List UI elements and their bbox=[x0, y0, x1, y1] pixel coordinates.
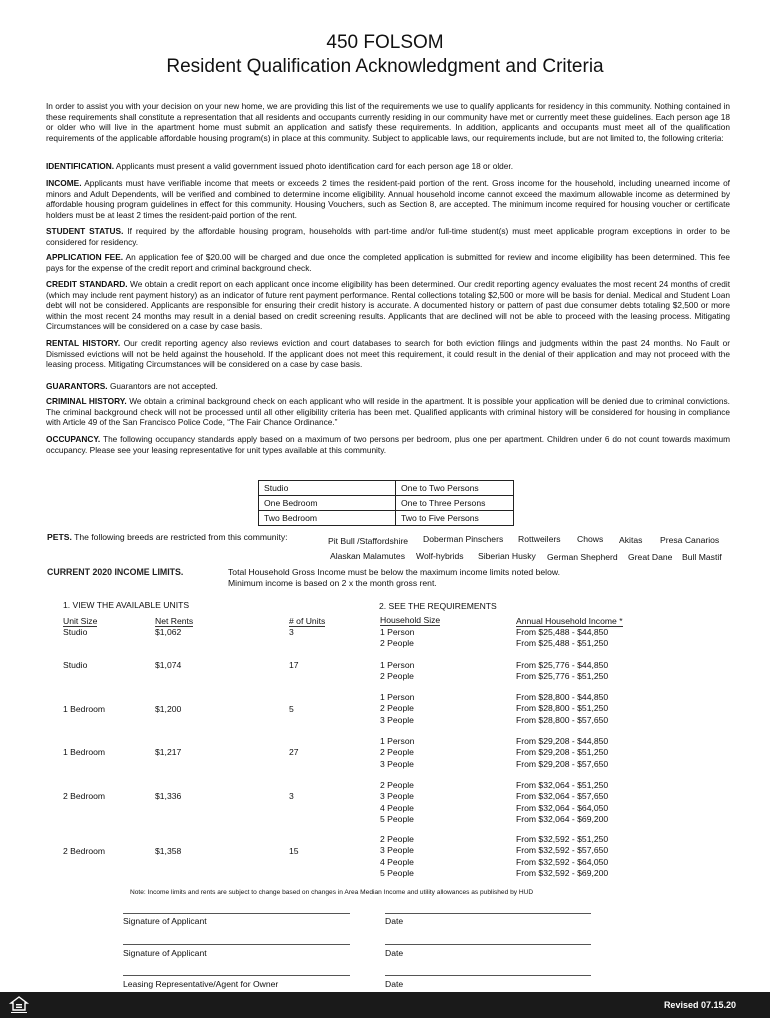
signature-line[interactable] bbox=[123, 975, 350, 976]
unit-count-cell: 17 bbox=[289, 660, 299, 670]
breed-item: Doberman Pinschers bbox=[423, 534, 504, 544]
identification-text: Applicants must present a valid government issued photo identification card for each person age 18 or older. bbox=[115, 161, 514, 171]
identification-section bbox=[46, 161, 730, 172]
signature-line[interactable] bbox=[123, 913, 350, 914]
unit-size-cell: 2 Bedroom bbox=[63, 791, 106, 801]
income-range: From $28,800 - $51,250 bbox=[516, 703, 609, 714]
guarantors-label: GUARANTORS. bbox=[46, 381, 108, 391]
intro-paragraph: In order to assist you with your decision on your new home, we are providing this list of the requirements we use to qualify applicants for residency in this community. Nothing contained in these requirements shall constitute a representation that all residents and occupants currently residing in our community have met or currently meet these guidelines. Each person age 18 or older who will live in the apartment home must submit an application and satisfy these requirements. In addition, applicants and occupants must meet all of the qualification requirements of the applicable affordable housing program(s) in place at this community. Subject to applicable laws, our requirements include, but are not limited to, the following criteria: bbox=[46, 101, 730, 143]
signature-label-2: Signature of Applicant bbox=[123, 948, 207, 958]
income-limits-line1: Total Household Gross Income must be below the maximum income limits noted below. bbox=[228, 567, 560, 577]
breed-item: Alaskan Malamutes bbox=[330, 551, 405, 561]
unit-count-cell: 3 bbox=[289, 791, 294, 801]
household-size-cell bbox=[380, 627, 414, 650]
unit-size-cell: 2 Bedroom bbox=[63, 846, 106, 856]
income-range: From $32,592 - $57,650 bbox=[516, 845, 609, 856]
property-title: 450 FOLSOM bbox=[326, 32, 444, 53]
pets-label: PETS. bbox=[47, 532, 72, 542]
household-size-cell bbox=[380, 736, 414, 770]
occupancy-section bbox=[46, 434, 730, 455]
guarantors-section bbox=[46, 381, 730, 392]
footer-bar bbox=[0, 992, 770, 1018]
date-line[interactable] bbox=[385, 975, 591, 976]
student-section bbox=[46, 226, 730, 247]
net-rent-cell: $1,358 bbox=[155, 846, 182, 856]
revision-date: Revised 07.15.20 bbox=[663, 1000, 736, 1010]
income-range-cell bbox=[516, 660, 608, 683]
date-line[interactable] bbox=[385, 944, 591, 945]
date-label: Date bbox=[385, 979, 404, 989]
household-size: 3 People bbox=[380, 791, 414, 802]
income-range: From $29,208 - $51,250 bbox=[516, 747, 609, 758]
income-range: From $32,592 - $69,200 bbox=[516, 868, 609, 879]
identification-label: IDENTIFICATION. bbox=[46, 161, 115, 171]
household-size: 5 People bbox=[380, 868, 414, 879]
signature-line[interactable] bbox=[123, 944, 350, 945]
student-label: STUDENT STATUS. bbox=[46, 226, 124, 236]
income-range: From $32,064 - $51,250 bbox=[516, 780, 609, 790]
occupancy-unit-cell: Two Bedroom bbox=[259, 511, 396, 526]
income-limits-label: CURRENT 2020 INCOME LIMITS. bbox=[47, 567, 184, 577]
household-size: 1 Person bbox=[380, 660, 415, 670]
net-rent-cell: $1,217 bbox=[155, 747, 182, 757]
pets-text: The following breeds are restricted from this community: bbox=[74, 532, 288, 542]
household-size-cell bbox=[380, 692, 414, 726]
income-limits-line2: Minimum income is based on 2 x the month gross rent. bbox=[228, 578, 437, 588]
breed-item: Great Dane bbox=[628, 552, 673, 562]
occupancy-text: The following occupancy standards apply based on a maximum of two persons per bedroom, plus one per apartment. Children under 6 do not count towards maximum occupancy. Please see your leasing representative for unit types available at this community. bbox=[46, 434, 730, 455]
criminal-section bbox=[46, 396, 730, 428]
income-range: From $29,208 - $44,850 bbox=[516, 736, 609, 746]
date-line[interactable] bbox=[385, 913, 591, 914]
breed-item: Pit Bull /Staffordshire bbox=[328, 536, 409, 546]
net-rent-cell: $1,062 bbox=[155, 627, 182, 637]
net-rent-cell: $1,336 bbox=[155, 791, 182, 801]
units-heading: 1. VIEW THE AVAILABLE UNITS bbox=[63, 600, 190, 610]
income-range: From $32,064 - $64,050 bbox=[516, 802, 609, 813]
table-row bbox=[259, 481, 514, 496]
household-size: 2 People bbox=[380, 703, 414, 714]
occupancy-unit-cell: Studio bbox=[259, 481, 396, 496]
unit-count-cell: 5 bbox=[289, 704, 294, 714]
unit-count-cell: 27 bbox=[289, 747, 299, 757]
fee-text: An application fee of $20.00 will be charged and due once the completed application is submitted for review and income eligibility has been determined. This fee pays for the expense of the credit report and criminal background check. bbox=[46, 252, 730, 273]
breed-item: Wolf-hybrids bbox=[416, 551, 464, 561]
income-range-cell bbox=[516, 692, 608, 726]
col-annual-income: Annual Household Income * bbox=[516, 616, 623, 626]
col-unit-size: Unit Size bbox=[63, 616, 98, 626]
household-size: 2 People bbox=[380, 671, 414, 682]
income-range-cell bbox=[516, 627, 608, 650]
occupancy-limit-cell: Two to Five Persons bbox=[396, 511, 514, 526]
date-label: Date bbox=[385, 948, 404, 958]
household-size: 1 Person bbox=[380, 692, 415, 702]
unit-size-cell: 1 Bedroom bbox=[63, 747, 106, 757]
rental-section bbox=[46, 338, 730, 370]
household-size: 3 People bbox=[380, 758, 414, 769]
credit-text: We obtain a credit report on each applicant once income eligibility has been determined. Our credit reporting agency evaluates the most recent 24 months of credit (which may include rent payment history) as an indicator of future rent payment performance. Rental collections totaling $2,500 or more will be basis for denial. Medical and Student Loan debt will not be considered. Applicants are responsible for ensuring their credit history is accurate. A documented history or pattern of past due consumer debts totaling $2,500 or more within the most recent 24 months may result in a denial based on credit screening results. Applicants that are declined will not be able to proceed with the leasing process. Mitigating Circumstances will be considered on a case by case basis. bbox=[46, 279, 731, 332]
occupancy-limit-cell: One to Three Persons bbox=[396, 496, 514, 511]
income-range: From $25,776 - $51,250 bbox=[516, 671, 609, 682]
student-text: If required by the affordable housing program, households with part-time and/or full-time student(s) must meet applicable program exceptions in order to be considered for residency. bbox=[46, 226, 730, 247]
household-size-cell bbox=[380, 780, 414, 826]
household-size-cell bbox=[380, 834, 414, 880]
unit-count-cell: 15 bbox=[289, 846, 299, 856]
occupancy-unit-cell: One Bedroom bbox=[259, 496, 396, 511]
occupancy-limit-cell: One to Two Persons bbox=[396, 481, 514, 496]
household-size-cell bbox=[380, 660, 414, 683]
household-size: 5 People bbox=[380, 814, 414, 825]
unit-size-cell: Studio bbox=[63, 627, 88, 637]
occupancy-label: OCCUPANCY. bbox=[46, 434, 101, 444]
household-size: 1 Person bbox=[380, 627, 415, 637]
household-size: 2 People bbox=[380, 780, 414, 790]
col-units-count: # of Units bbox=[289, 616, 326, 626]
pets-section bbox=[47, 532, 288, 542]
income-range: From $32,592 - $51,250 bbox=[516, 834, 609, 844]
breed-item: Presa Canarios bbox=[660, 535, 720, 545]
guarantors-text: Guarantors are not accepted. bbox=[109, 381, 218, 391]
income-section bbox=[46, 178, 730, 220]
income-range-cell bbox=[516, 780, 608, 826]
document-title: Resident Qualification Acknowledgment and Criteria bbox=[166, 56, 604, 77]
rental-label: RENTAL HISTORY. bbox=[46, 338, 121, 348]
income-range: From $32,592 - $64,050 bbox=[516, 856, 609, 867]
breed-item: German Shepherd bbox=[547, 552, 618, 562]
unit-size-cell: Studio bbox=[63, 660, 88, 670]
table-row bbox=[259, 496, 514, 511]
breed-item: Akitas bbox=[619, 535, 643, 545]
fee-label: APPLICATION FEE. bbox=[46, 252, 124, 262]
signature-label-3: Leasing Representative/Agent for Owner bbox=[123, 979, 279, 989]
income-range: From $32,064 - $57,650 bbox=[516, 791, 609, 802]
income-range: From $25,488 - $51,250 bbox=[516, 638, 609, 649]
household-size: 4 People bbox=[380, 856, 414, 867]
fee-section bbox=[46, 252, 730, 273]
unit-count-cell: 3 bbox=[289, 627, 294, 637]
col-net-rents: Net Rents bbox=[155, 616, 194, 626]
breed-item: Bull Mastif bbox=[682, 552, 722, 562]
household-size: 3 People bbox=[380, 845, 414, 856]
criminal-label: CRIMINAL HISTORY. bbox=[46, 396, 127, 406]
household-size: 2 People bbox=[380, 834, 414, 844]
credit-section bbox=[46, 279, 730, 332]
household-size: 3 People bbox=[380, 714, 414, 725]
breed-item: Rottweilers bbox=[518, 534, 561, 544]
occupancy-table bbox=[258, 480, 514, 526]
household-size: 2 People bbox=[380, 638, 414, 649]
income-range: From $29,208 - $57,650 bbox=[516, 758, 609, 769]
income-text: Applicants must have verifiable income that meets or exceeds 2 times the resident-paid portion of the rent. Gross income for the household, including unearned income of minors and Adult Dependents, will be verified and combined to determine income eligibility. Annual household income cannot exceed the maximum allowable income as determined by affordable housing program guidelines in effect for this community. Housing Vouchers, such as Section 8, are accepted. The minimum income required for housing voucher or certificate holders must be at least 2 times the resident-paid portion of the rent. bbox=[46, 178, 730, 220]
breed-item: Siberian Husky bbox=[478, 551, 536, 561]
rental-text: Our credit reporting agency also reviews eviction and court databases to search for both eviction filings and judgments within the past 24 months. No Fault or Dismissed evictions will not be held against the household. If the applicant does not meet this requirement, it could result in the denial of their application and may not proceed with the leasing process. Mitigating Circumstances will be considered on a case by case basis. bbox=[46, 338, 730, 370]
breed-item: Chows bbox=[577, 534, 604, 544]
income-range-cell bbox=[516, 834, 608, 880]
col-household-size: Household Size bbox=[380, 615, 441, 625]
requirements-heading: 2. SEE THE REQUIREMENTS bbox=[379, 601, 497, 611]
income-range-cell bbox=[516, 736, 608, 770]
income-range: From $25,488 - $44,850 bbox=[516, 627, 609, 637]
criminal-text: We obtain a criminal background check on each applicant who will reside in the apartment. It is possible your application will be denied due to criminal convictions. The criminal background check will not be processed until all other eligibility criteria has been met. Qualified applicants with criminal history will be considered for housing in compliance with Article 49 of the San Francisco Police Code, “The Fair Chance Ordinance.” bbox=[46, 396, 730, 428]
income-range: From $28,800 - $57,650 bbox=[516, 714, 609, 725]
income-range: From $28,800 - $44,850 bbox=[516, 692, 609, 702]
household-size: 2 People bbox=[380, 747, 414, 758]
credit-label: CREDIT STANDARD. bbox=[46, 279, 128, 289]
table-row bbox=[259, 511, 514, 526]
date-label: Date bbox=[385, 916, 404, 926]
equal-housing-icon bbox=[8, 994, 30, 1016]
household-size: 1 Person bbox=[380, 736, 415, 746]
hud-note: Note: Income limits and rents are subject to change based on changes in Area Median Income and utility allowances as published by HUD bbox=[130, 889, 534, 896]
household-size: 4 People bbox=[380, 802, 414, 813]
unit-size-cell: 1 Bedroom bbox=[63, 704, 106, 714]
income-label: INCOME. bbox=[46, 178, 82, 188]
net-rent-cell: $1,200 bbox=[155, 704, 182, 714]
net-rent-cell: $1,074 bbox=[155, 660, 182, 670]
income-range: From $32,064 - $69,200 bbox=[516, 814, 609, 825]
signature-label-1: Signature of Applicant bbox=[123, 916, 207, 926]
income-range: From $25,776 - $44,850 bbox=[516, 660, 609, 670]
